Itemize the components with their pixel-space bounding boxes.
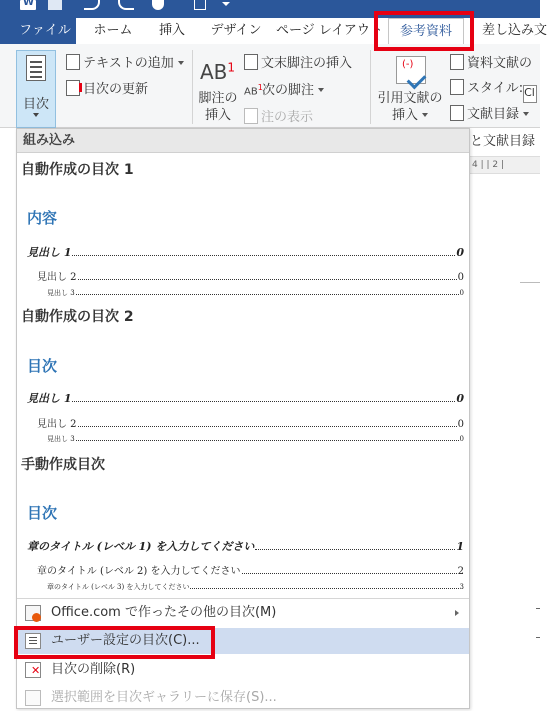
update-toc-icon	[66, 80, 80, 96]
tab-insert[interactable]: 挿入	[150, 18, 194, 44]
insert-footnote-button[interactable]	[196, 90, 240, 124]
ruler: 4 | | 2 |	[470, 156, 540, 174]
add-text-button[interactable]	[66, 52, 184, 71]
style-icon	[450, 79, 464, 95]
save-to-gallery-icon	[25, 690, 41, 706]
gallery-section-header: 組み込み	[17, 129, 469, 153]
chevron-right-icon	[455, 610, 459, 616]
show-notes-button[interactable]	[244, 106, 313, 125]
remove-toc-item[interactable]	[17, 657, 469, 683]
tab-page-layout[interactable]: ページ レイアウト	[276, 18, 368, 44]
toc-icon	[26, 55, 46, 81]
word-logo-icon	[20, 0, 36, 10]
insert-endnote-label: 文末脚注の挿入	[261, 56, 353, 71]
toc-preview-line: 見出し 2 0	[37, 272, 464, 283]
more-online-toc-item[interactable]	[17, 600, 469, 626]
toc-preview-line: 見出し 2 0	[37, 419, 464, 430]
save-selection-label: 選択範囲を目次ギャラリーに保存(S)...	[51, 690, 277, 705]
toc-preview-line: 見出し 3 0	[47, 289, 464, 297]
manage-sources-button[interactable]	[450, 52, 532, 71]
bibliography-icon	[450, 105, 464, 121]
office-icon	[25, 605, 41, 621]
toc-preview-line: 見出し 1 0	[27, 246, 464, 259]
toc-preview-line: 見出し 1 0	[27, 392, 464, 405]
bibliography-group-label: と文献目録	[470, 134, 536, 149]
insert-citation-label-1: 引用文献の	[377, 91, 443, 106]
tab-file[interactable]: ファイル	[14, 18, 76, 44]
tab-home[interactable]: ホーム	[84, 18, 142, 44]
delete-icon	[25, 662, 41, 678]
manage-sources-icon	[450, 54, 464, 70]
style-label: スタイル:	[467, 81, 524, 96]
save-selection-item[interactable]	[17, 685, 469, 711]
toc-preview-heading: 目次	[27, 504, 58, 522]
update-toc-label: 目次の更新	[83, 82, 149, 97]
tab-references[interactable]: 参考資料	[388, 18, 464, 44]
insert-citation-label-2: 挿入	[374, 107, 446, 124]
document-area	[470, 128, 540, 709]
toc-button-label: 目次	[22, 97, 49, 112]
chevron-down-icon	[318, 88, 324, 92]
show-notes-label: 注の表示	[261, 110, 314, 125]
next-footnote-label: 次の脚注	[262, 83, 315, 98]
remove-toc-label: 目次の削除(R)	[51, 662, 136, 677]
toc-preview-line: 章のタイトル (レベル 1) を入力してください 1	[27, 540, 464, 553]
add-text-label: テキストの追加	[83, 56, 174, 71]
bibliography-label: 文献目録	[467, 107, 520, 122]
next-footnote-button[interactable]	[244, 79, 324, 98]
toc-preview-line: 見出し 3 0	[47, 435, 464, 443]
ribbon-divider	[370, 50, 371, 124]
toc-preview-heading: 目次	[27, 357, 58, 375]
manage-sources-label: 資料文献の	[467, 56, 533, 71]
toc-preview-line: 章のタイトル (レベル 3) を入力してください 3	[47, 583, 464, 591]
chevron-down-icon	[178, 61, 184, 65]
save-icon[interactable]	[48, 0, 62, 10]
ribbon-divider	[192, 50, 193, 124]
insert-endnote-button[interactable]	[244, 52, 352, 71]
tab-mailings[interactable]: 差し込み文	[476, 18, 540, 44]
bibliography-button[interactable]	[450, 103, 529, 122]
insert-footnote-label-2: 挿入	[204, 108, 231, 123]
next-footnote-icon: $AB^1$	[244, 82, 263, 97]
chevron-down-icon	[523, 112, 529, 116]
customize-dropdown-icon[interactable]	[222, 0, 230, 8]
annotation-highlight-custom-toc	[14, 626, 215, 659]
show-notes-icon	[244, 108, 258, 124]
menu-divider	[17, 598, 469, 599]
chevron-down-icon	[33, 113, 39, 117]
toc-preview-line: 章のタイトル (レベル 2) を入力してください 2	[37, 566, 464, 577]
footnote-icon: $AB^1$	[200, 60, 236, 84]
insert-citation-icon	[396, 56, 426, 84]
style-value[interactable]: Cl	[523, 85, 537, 103]
toc-dropdown-menu	[16, 128, 470, 709]
more-online-toc-label: Office.com で作ったその他の目次(M)	[51, 605, 277, 620]
toc-preview-heading: 内容	[27, 209, 58, 227]
document-line	[536, 637, 540, 638]
annotation-highlight-references	[374, 11, 474, 51]
gallery-item-title[interactable]: 自動作成の目次 2	[21, 309, 134, 325]
custom-toc-label: ユーザー設定の目次(C)...	[51, 633, 200, 648]
insert-footnote-label-1: 脚注の	[198, 91, 238, 106]
document-line	[536, 608, 540, 609]
new-document-icon[interactable]	[194, 0, 206, 10]
insert-citation-button[interactable]	[374, 90, 446, 124]
style-selector[interactable]	[450, 77, 537, 103]
gallery-item-title[interactable]: 手動作成目次	[21, 457, 105, 473]
endnote-icon	[244, 54, 258, 70]
update-toc-button[interactable]	[66, 78, 148, 97]
add-text-icon	[66, 54, 80, 70]
gallery-item-title[interactable]: 自動作成の目次 1	[21, 162, 134, 178]
document-line	[520, 282, 540, 283]
tab-design[interactable]: デザイン	[204, 18, 268, 44]
redo-icon[interactable]	[118, 0, 134, 10]
toc-button[interactable]	[16, 50, 56, 128]
